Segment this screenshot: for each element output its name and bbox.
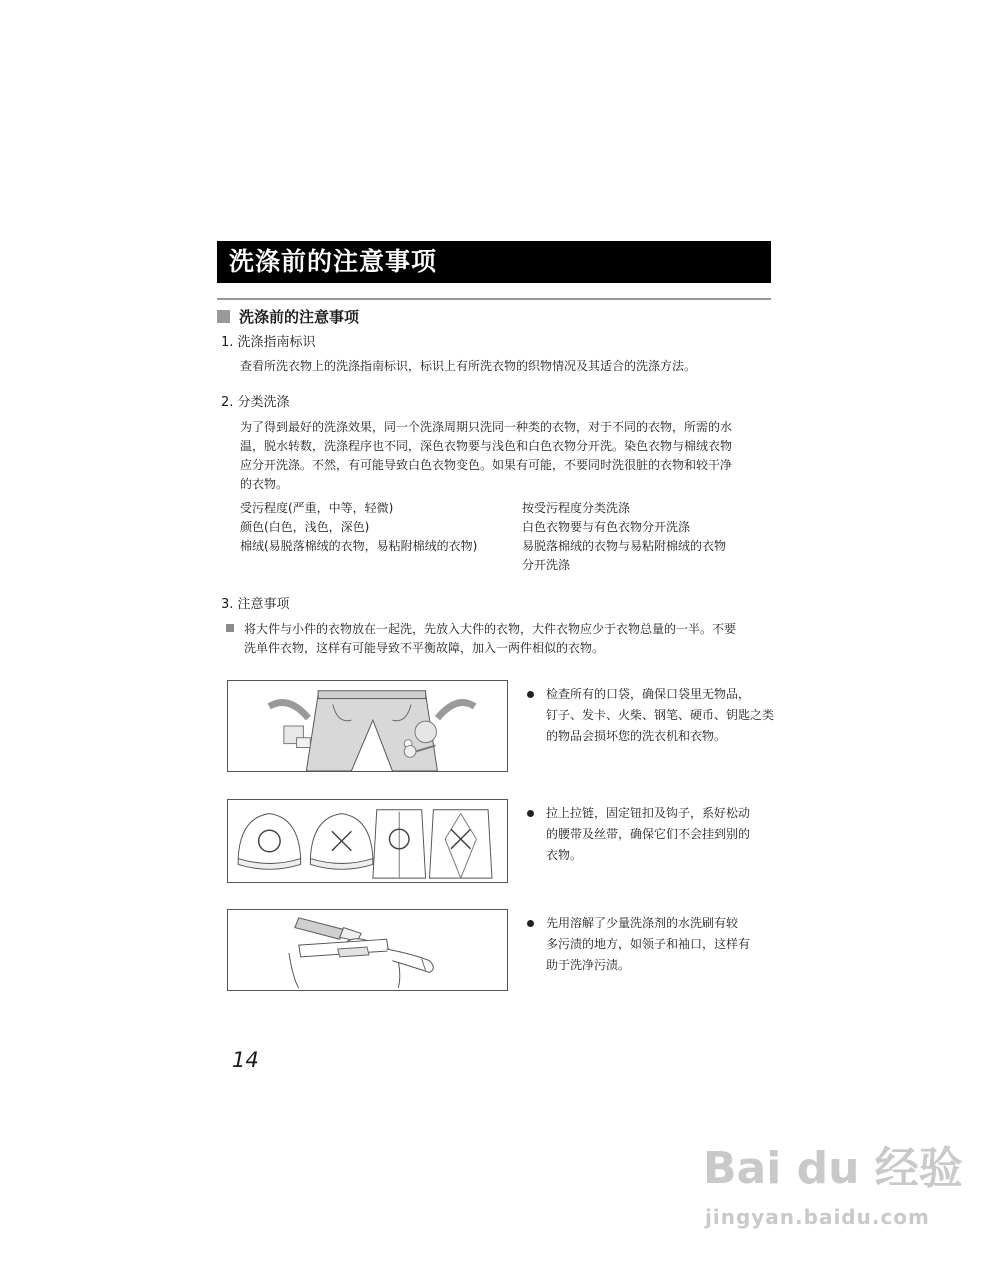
item1-text: 查看所洗衣物上的洗涤指南标识，标识上有所洗衣物的织物情况及其适合的洗涤方法。 — [240, 359, 697, 373]
detergent-collar-icon — [228, 910, 507, 990]
classification-right-column — [522, 499, 726, 575]
section-heading — [217, 306, 359, 328]
bullet-line: 的物品会损坏您的洗衣机和衣物。 — [546, 729, 727, 743]
item3-line: 洗单件衣物，这样有可能导致不平衡故障，加入一两件相似的衣物。 — [244, 641, 605, 655]
item2-line: 的衣物。 — [240, 477, 289, 491]
bullet-line: 助于洗净污渍。 — [546, 958, 631, 972]
classification-criterion: 棉绒(易脱落棉绒的衣物，易粘附棉绒的衣物) — [240, 539, 478, 553]
section-heading-text: 洗涤前的注意事项 — [239, 308, 360, 326]
item3-heading: 3. 注意事项 — [221, 597, 290, 612]
clothing-do-dont-icon — [228, 800, 507, 882]
item2-paragraph — [240, 418, 780, 494]
bullet-fasten — [546, 803, 750, 866]
bullet-pretreat — [546, 913, 750, 976]
trousers-pockets-icon — [228, 681, 507, 771]
page-number: 14 — [232, 1048, 259, 1072]
bullet-line: 衣物。 — [546, 848, 583, 862]
item2-heading: 2. 分类洗涤 — [221, 395, 290, 410]
item2-line: 应分开洗涤。不然，有可能导致白色衣物变色。如果有可能，不要同时洗很脏的衣物和较干净 — [240, 458, 733, 472]
bullet-dot-icon — [527, 920, 534, 927]
bullet-line: 的腰带及丝带，确保它们不会挂到别的 — [546, 827, 751, 841]
bullet-line: 检查所有的口袋，确保口袋里无物品， — [546, 687, 751, 701]
item3-line: 将大件与小件的衣物放在一起洗，先放入大件的衣物，大件衣物应少于衣物总量的一半。不要 — [244, 622, 737, 636]
square-bullet-icon — [226, 624, 234, 632]
item1-heading: 1. 洗涤指南标识 — [221, 335, 316, 350]
classification-rule: 白色衣物要与有色衣物分开洗涤 — [522, 520, 691, 534]
bullet-line: 先用溶解了少量洗涤剂的水洗刷有较 — [546, 916, 739, 930]
item2-line: 温，脱水转数，洗涤程序也不同，深色衣物要与浅色和白色衣物分开洗。染色衣物与棉绒衣物 — [240, 439, 733, 453]
classification-rule: 按受污程度分类洗涤 — [522, 501, 631, 515]
classification-rule: 分开洗涤 — [522, 558, 571, 572]
bullet-dot-icon — [527, 810, 534, 817]
bullet-dot-icon — [527, 691, 534, 698]
title-divider — [217, 298, 771, 300]
classification-rule: 易脱落棉绒的衣物与易粘附棉绒的衣物 — [522, 539, 727, 553]
page-title: 洗涤前的注意事项 — [217, 241, 771, 283]
classification-criterion: 受污程度(严重，中等，轻微) — [240, 501, 394, 515]
classification-criterion: 颜色(白色，浅色，深色) — [240, 520, 370, 534]
fasten-clothes-illustration — [227, 799, 508, 883]
bullet-line: 拉上拉链，固定钮扣及钩子，系好松动 — [546, 806, 751, 820]
square-bullet-icon — [217, 310, 230, 323]
pocket-check-illustration — [227, 680, 508, 772]
item3-paragraph — [226, 620, 736, 658]
baidu-watermark-url: jingyan.baidu.com — [705, 1205, 930, 1229]
bullet-line: 钉子、发卡、火柴、钢笔、硬币、钥匙之类 — [546, 708, 775, 722]
bullet-pockets — [546, 684, 774, 747]
classification-left-column — [240, 499, 477, 556]
item2-line: 为了得到最好的洗涤效果，同一个洗涤周期只洗同一种类的衣物，对于不同的衣物，所需的水 — [240, 420, 733, 434]
pretreat-stains-illustration — [227, 909, 508, 991]
bullet-line: 多污渍的地方，如领子和袖口，这样有 — [546, 937, 751, 951]
baidu-watermark-logo: Bai du 经验 — [703, 1143, 963, 1194]
